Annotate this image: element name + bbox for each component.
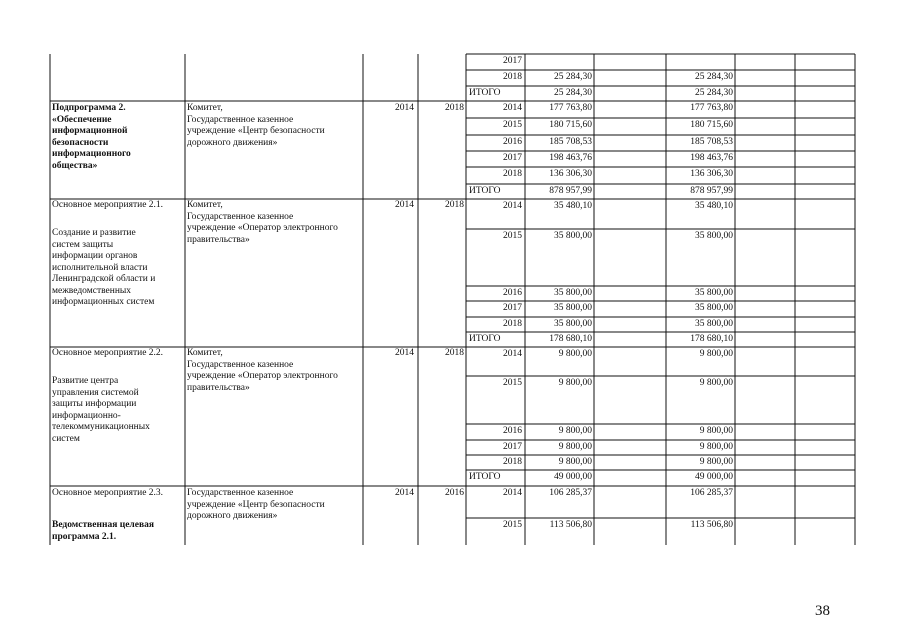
row-year: ИТОГО — [469, 472, 501, 482]
row-total-amount: 35 800,00 — [554, 319, 592, 329]
row-regional-budget: 878 957,99 — [690, 186, 733, 196]
row-year: 2017 — [503, 153, 522, 163]
measure-2-1-end-year: 2018 — [445, 200, 464, 210]
row-year: 2014 — [503, 488, 522, 498]
row-total-amount: 198 463,76 — [549, 153, 592, 163]
row-total-amount: 35 480,10 — [554, 201, 592, 211]
measure-2-2-executor: Комитет, Государственное казенное учреждение «Оператор электронного правительства» — [187, 348, 338, 393]
row-year: 2018 — [503, 319, 522, 329]
row-total-amount: 113 506,80 — [549, 520, 592, 530]
row-regional-budget: 136 306,30 — [690, 169, 733, 179]
row-total-amount: 136 306,30 — [549, 169, 592, 179]
row-total-amount: 878 957,99 — [549, 186, 592, 196]
row-total-amount: 180 715,60 — [549, 120, 592, 130]
subprogram-executor: Комитет, Государственное казенное учреждение «Центр безопасности дорожного движения» — [187, 103, 325, 148]
row-regional-budget: 35 480,10 — [695, 201, 733, 211]
row-total-amount: 35 800,00 — [554, 231, 592, 241]
subprogram-start-year: 2014 — [395, 103, 414, 113]
row-regional-budget: 49 000,00 — [695, 472, 733, 482]
row-year: 2015 — [503, 520, 522, 530]
row-regional-budget: 9 800,00 — [699, 457, 733, 467]
measure-2-2-end-year: 2018 — [445, 348, 464, 358]
measure-2-3-end-year: 2016 — [445, 488, 464, 498]
row-total-amount: 9 800,00 — [558, 378, 592, 388]
row-regional-budget: 25 284,30 — [695, 72, 733, 82]
row-year: ИТОГО — [469, 88, 501, 98]
row-regional-budget: 9 800,00 — [699, 378, 733, 388]
measure-2-2-title: Основное мероприятие 2.2. — [52, 348, 164, 358]
row-total-amount: 35 800,00 — [554, 288, 592, 298]
row-total-amount: 49 000,00 — [554, 472, 592, 482]
measure-2-3-description: Ведомственная целевая программа 2.1. — [52, 520, 154, 542]
row-regional-budget: 35 800,00 — [695, 231, 733, 241]
page-number: 38 — [815, 603, 830, 619]
row-year: 2017 — [503, 303, 522, 313]
row-regional-budget: 35 800,00 — [695, 319, 733, 329]
row-regional-budget: 198 463,76 — [690, 153, 733, 163]
row-total-amount: 35 800,00 — [554, 303, 592, 313]
subprogram-name: Подпрограмма 2. «Обеспечение информационной безопасности информационного общества» — [52, 103, 131, 171]
row-year: 2018 — [503, 72, 522, 82]
measure-2-3-executor: Государственное казенное учреждение «Центр безопасности дорожного движения» — [187, 488, 325, 521]
row-total-amount: 9 800,00 — [558, 349, 592, 359]
row-regional-budget: 9 800,00 — [699, 442, 733, 452]
row-total-amount: 177 763,80 — [549, 103, 592, 113]
measure-2-1-description: Создание и развитие систем защиты информации органов исполнительной власти Ленинградской области и межведомственных информационных систем — [52, 228, 156, 307]
row-year: 2016 — [503, 426, 522, 436]
measure-2-1-start-year: 2014 — [395, 200, 414, 210]
row-regional-budget: 177 763,80 — [690, 103, 733, 113]
row-year: 2014 — [503, 349, 522, 359]
row-total-amount: 9 800,00 — [558, 426, 592, 436]
row-year: 2017 — [503, 56, 522, 66]
row-total-amount: 185 708,53 — [549, 137, 592, 147]
row-regional-budget: 113 506,80 — [690, 520, 733, 530]
row-year: 2018 — [503, 457, 522, 467]
row-total-amount: 106 285,37 — [549, 488, 592, 498]
row-regional-budget: 180 715,60 — [690, 120, 733, 130]
measure-2-1-executor: Комитет, Государственное казенное учреждение «Оператор электронного правительства» — [187, 200, 338, 245]
measure-2-3-start-year: 2014 — [395, 488, 414, 498]
row-regional-budget: 25 284,30 — [695, 88, 733, 98]
row-total-amount: 25 284,30 — [554, 72, 592, 82]
measure-2-2-description: Развитие центра управления системой защиты информации информационно- телекоммуникационных систем — [52, 376, 150, 444]
row-year: 2014 — [503, 201, 522, 211]
row-total-amount: 178 680,10 — [549, 334, 592, 344]
row-regional-budget: 35 800,00 — [695, 288, 733, 298]
row-year: ИТОГО — [469, 186, 501, 196]
measure-2-1-title: Основное мероприятие 2.1. — [52, 200, 164, 210]
row-total-amount: 9 800,00 — [558, 442, 592, 452]
row-total-amount: 9 800,00 — [558, 457, 592, 467]
row-year: 2016 — [503, 288, 522, 298]
row-year: 2015 — [503, 231, 522, 241]
row-regional-budget: 106 285,37 — [690, 488, 733, 498]
row-year: 2015 — [503, 378, 522, 388]
row-year: 2015 — [503, 120, 522, 130]
row-regional-budget: 9 800,00 — [699, 349, 733, 359]
row-regional-budget: 185 708,53 — [690, 137, 733, 147]
row-total-amount: 25 284,30 — [554, 88, 592, 98]
measure-2-3-title: Основное мероприятие 2.3. — [52, 488, 164, 498]
measure-2-2-start-year: 2014 — [395, 348, 414, 358]
subprogram-end-year: 2018 — [445, 103, 464, 113]
row-regional-budget: 178 680,10 — [690, 334, 733, 344]
row-year: 2014 — [503, 103, 522, 113]
row-year: 2018 — [503, 169, 522, 179]
row-regional-budget: 35 800,00 — [695, 303, 733, 313]
row-year: ИТОГО — [469, 334, 501, 344]
row-regional-budget: 9 800,00 — [699, 426, 733, 436]
row-year: 2016 — [503, 137, 522, 147]
row-year: 2017 — [503, 442, 522, 452]
